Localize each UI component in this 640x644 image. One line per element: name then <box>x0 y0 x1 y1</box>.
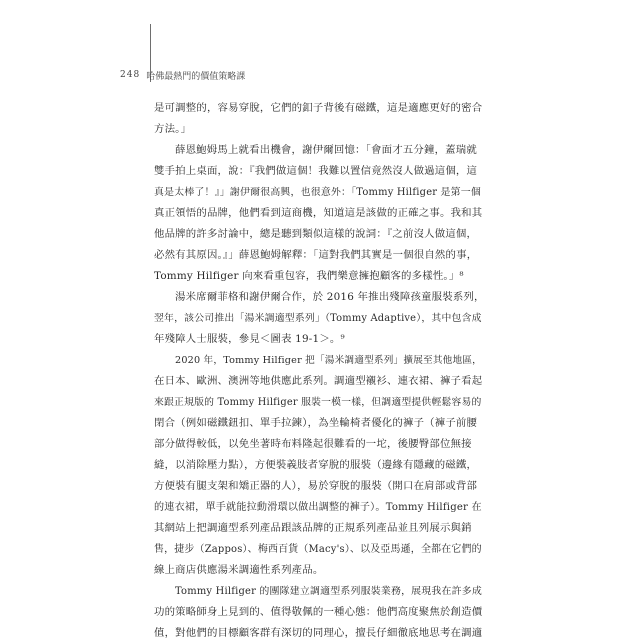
text-line: 在日本、歐洲、澳洲等地供應此系列。調適型襯衫、連衣裙、褲子看起 <box>154 375 483 387</box>
text-line: 真是太棒了！』」謝伊爾很高興，也很意外：「Tommy Hilfiger 是第一個 <box>154 187 481 198</box>
text-line: 方便裝有腿支架和矯正器的人），易於穿脫的服裝（開口在肩部或背部 <box>154 480 478 492</box>
text-line: 功的策略師身上見到的、值得敬佩的一種心態：他們高度聚焦於創造價 <box>154 606 483 618</box>
text-line: Tommy Hilfiger 向來看重包容，我們樂意擁抱顧客的多樣性。」⁸ <box>154 270 464 282</box>
text-line: 薛恩鮑姆馬上就看出機會，謝伊爾回憶：「會面才五分鐘，蓋瑞就 <box>175 144 477 156</box>
text-line: 必然有其原因。』」薛恩鮑姆解釋：「這對我們其實是一個很自然的事， <box>154 249 478 261</box>
text-line: 售，捷步（Zappos）、梅西百貨（Macy's）、以及亞馬遜，全都在它們的 <box>154 544 482 555</box>
text-line: 真正領悟的品牌，他們看到這商機，知道這是該做的正確之事。我和其 <box>154 207 483 219</box>
text-line: 其網站上把調適型系列產品跟該品牌的正規系列產品並且列展示與銷 <box>154 522 472 534</box>
text-line: 湯米席爾菲格和謝伊爾合作，於 2016 年推出殘障孩童服裝系列， <box>175 291 485 303</box>
page-number: 248 <box>120 70 141 80</box>
body-text <box>154 98 488 644</box>
text-line: 年殘障人士服裝，參見＜圖表 19-1＞。⁹ <box>154 333 345 345</box>
running-header <box>120 68 245 82</box>
text-line: 部分做得較低，以免坐著時布料隆起很難看的一坨，後腰臀部位無接 <box>154 438 472 450</box>
text-line: 是可調整的，容易穿脫，它們的釦子背後有磁鐵，這是適應更好的密合 <box>154 102 483 114</box>
text-line: 的連衣裙，單手就能拉動滑環以做出調整的褲子）。Tommy Hilfiger 在 <box>154 502 482 513</box>
text-line: 雙手拍上桌面，說：『我們做這個！我難以置信竟然沒人做過這個，這 <box>154 165 478 177</box>
text-line: 2020 年，Tommy Hilfiger 把「湯米調適型系列」擴展至其他地區， <box>175 355 482 366</box>
running-title: 哈佛最熱門的價值策略課 <box>146 71 246 82</box>
text-line: 閉合（例如磁鐵鈕扣、單手拉鍊），為坐輪椅者優化的褲子（褲子前腰 <box>154 417 478 429</box>
text-line: 他品牌的許多討論中，總是聽到類似這樣的說詞：『之前沒人做這個， <box>154 228 478 240</box>
text-line: 值，對他們的目標顧客群有深切的同理心，擅長仔細徹底地思考在調適 <box>154 627 483 639</box>
text-line: 翌年，該公司推出「湯米調適型系列」（Tommy Adaptive），其中包含成 <box>154 313 482 324</box>
text-line: 線上商店供應湯米調適性系列產品。 <box>154 564 324 576</box>
text-line: 方法。」 <box>154 123 192 135</box>
text-line: 來跟正規版的 Tommy Hilfiger 服裝一模一樣，但調適型提供輕鬆容易的 <box>154 397 482 408</box>
text-line: 縫，以消除壓力點），方便裝義肢者穿脫的服裝（邊緣有隱藏的磁鐵， <box>154 459 478 471</box>
text-line: Tommy Hilfiger 的團隊建立調適型系列服裝業務，展現我在許多成 <box>175 586 483 597</box>
